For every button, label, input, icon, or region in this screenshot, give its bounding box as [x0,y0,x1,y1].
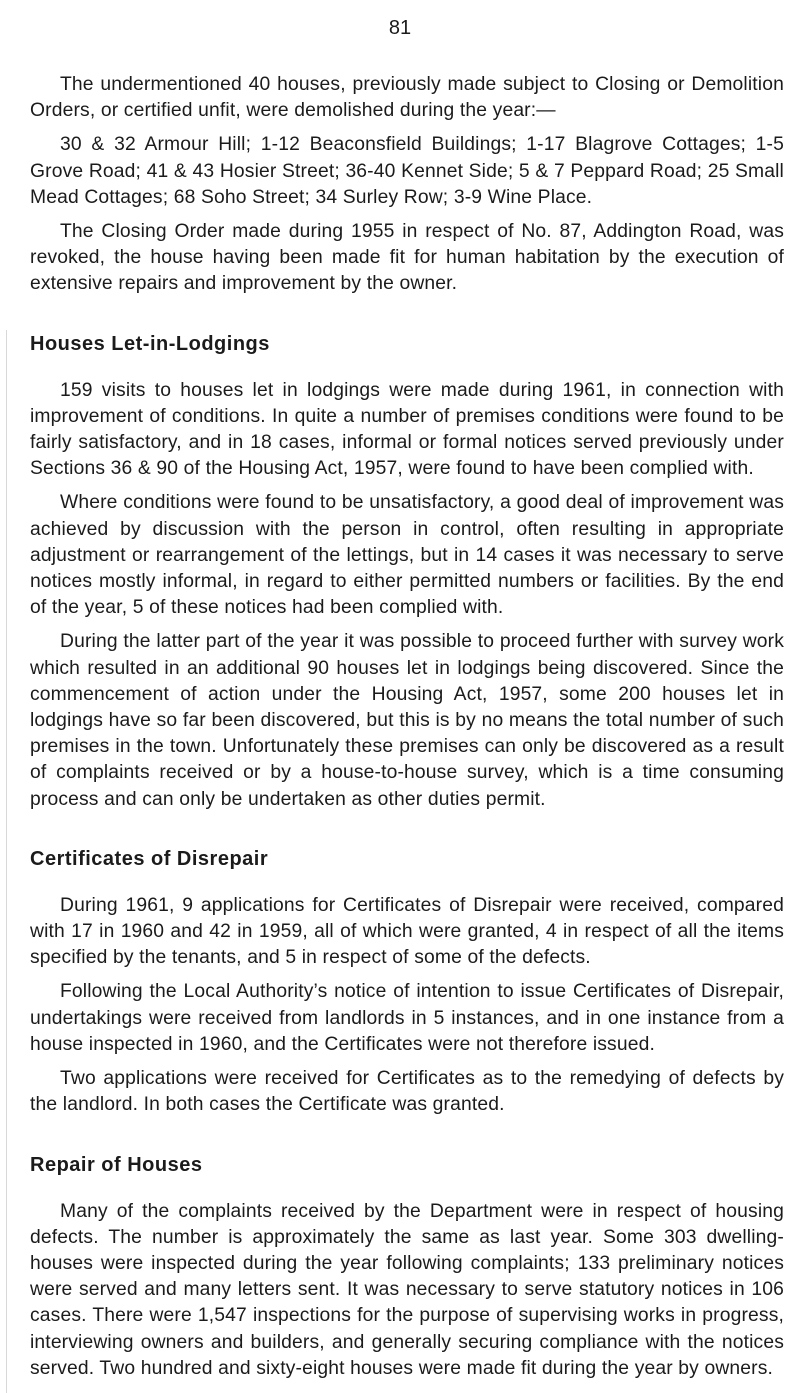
section-paragraph: Two applications were received for Certificates as to the remedying of defects by the landlord. In both cases the Certificate was granted. [30,1068,784,1116]
section-heading: Certificates of Disrepair [30,847,269,870]
section-repair-of-houses [30,1153,784,1382]
section-heading: Houses Let-in-Lodgings [30,332,270,355]
page-number: 81 [388,17,412,39]
demolished-houses-list: 30 & 32 Armour Hill; 1-12 Beaconsfield Buildings; 1-17 Blagrove Cottages; 1-5 Grove Road; 41 & 43 Hosier Street; 36-40 Kennet Side; 5 & 7 Peppard Road; 25 Small Mead Cottages; 68 Soho Street; 34 Surley Row; 3-9 Wine Place. [30,134,784,208]
section-paragraph: During 1961, 9 applications for Certificates of Disrepair were received, compared with 17 in 1960 and 42 in 1959, all of which were granted, 4 in respect of all the items specified by the tenants, and 5 in respect of some of the defects. [30,894,784,969]
section-paragraph: During the latter part of the year it was possible to proceed further with survey work which resulted in an additional 90 houses let in lodgings being discovered. Since the commencement of action under the Housing Act, 1957, some 200 houses let in lodgings have so far been discovered, but this is by no means the total number of such premises in the town. Unfortunately these premises can only be discovered as a result of complaints received or by a house-to-house survey, which is a time consuming process and can only be undertaken as other duties permit. [30,631,784,810]
intro-paragraph: The undermentioned 40 houses, previously made subject to Closing or Demolition Orders, or certified unfit, were demolished during the year:— [30,74,784,122]
section-paragraph: 159 visits to houses let in lodgings were made during 1961, in connection with improvement of conditions. In quite a number of premises conditions were found to be fairly satisfactory, and in 18 cases, informal or formal notices served previously under Sections 36 & 90 of the Housing Act, 1957, were found to have been complied with. [30,379,784,480]
section-houses-let-in-lodgings [30,332,784,813]
intro-paragraph: The Closing Order made during 1955 in respect of No. 87, Addington Road, was revoked, the house having been made fit for human habitation by the execution of extensive repairs and improvement by the owner. [30,221,784,295]
page-content [30,72,784,1390]
section-paragraph: Following the Local Authority’s notice of intention to issue Certificates of Disrepair, undertakings were received from landlords in 5 instances, and in one instance from a house inspected in 1960, and the Certificates were not therefore issued. [30,981,784,1055]
binding-edge [0,330,7,1393]
section-paragraph: Where conditions were found to be unsatisfactory, a good deal of improvement was achieved by discussion with the person in control, often resulting in appropriate adjustment or rearrangement of the lettings, but in 14 cases it was necessary to serve notices mostly informal, in regard to either permitted numbers or facilities. By the end of the year, 5 of these notices had been complied with. [30,492,784,619]
section-certificates-of-disrepair [30,847,784,1119]
section-heading: Repair of Houses [30,1153,203,1176]
section-paragraph: Many of the complaints received by the Department were in respect of housing defects. The number is approximately the same as last year. Some 303 dwelling-houses were inspected during the year following complaints; 133 preliminary notices were served and many letters sent. It was necessary to serve statutory notices in 106 cases. There were 1,547 inspections for the purpose of supervising works in progress, interviewing owners and builders, and generally securing compliance with the notices served. Two hundred and sixty-eight houses were made fit during the year by owners. [30,1200,784,1379]
